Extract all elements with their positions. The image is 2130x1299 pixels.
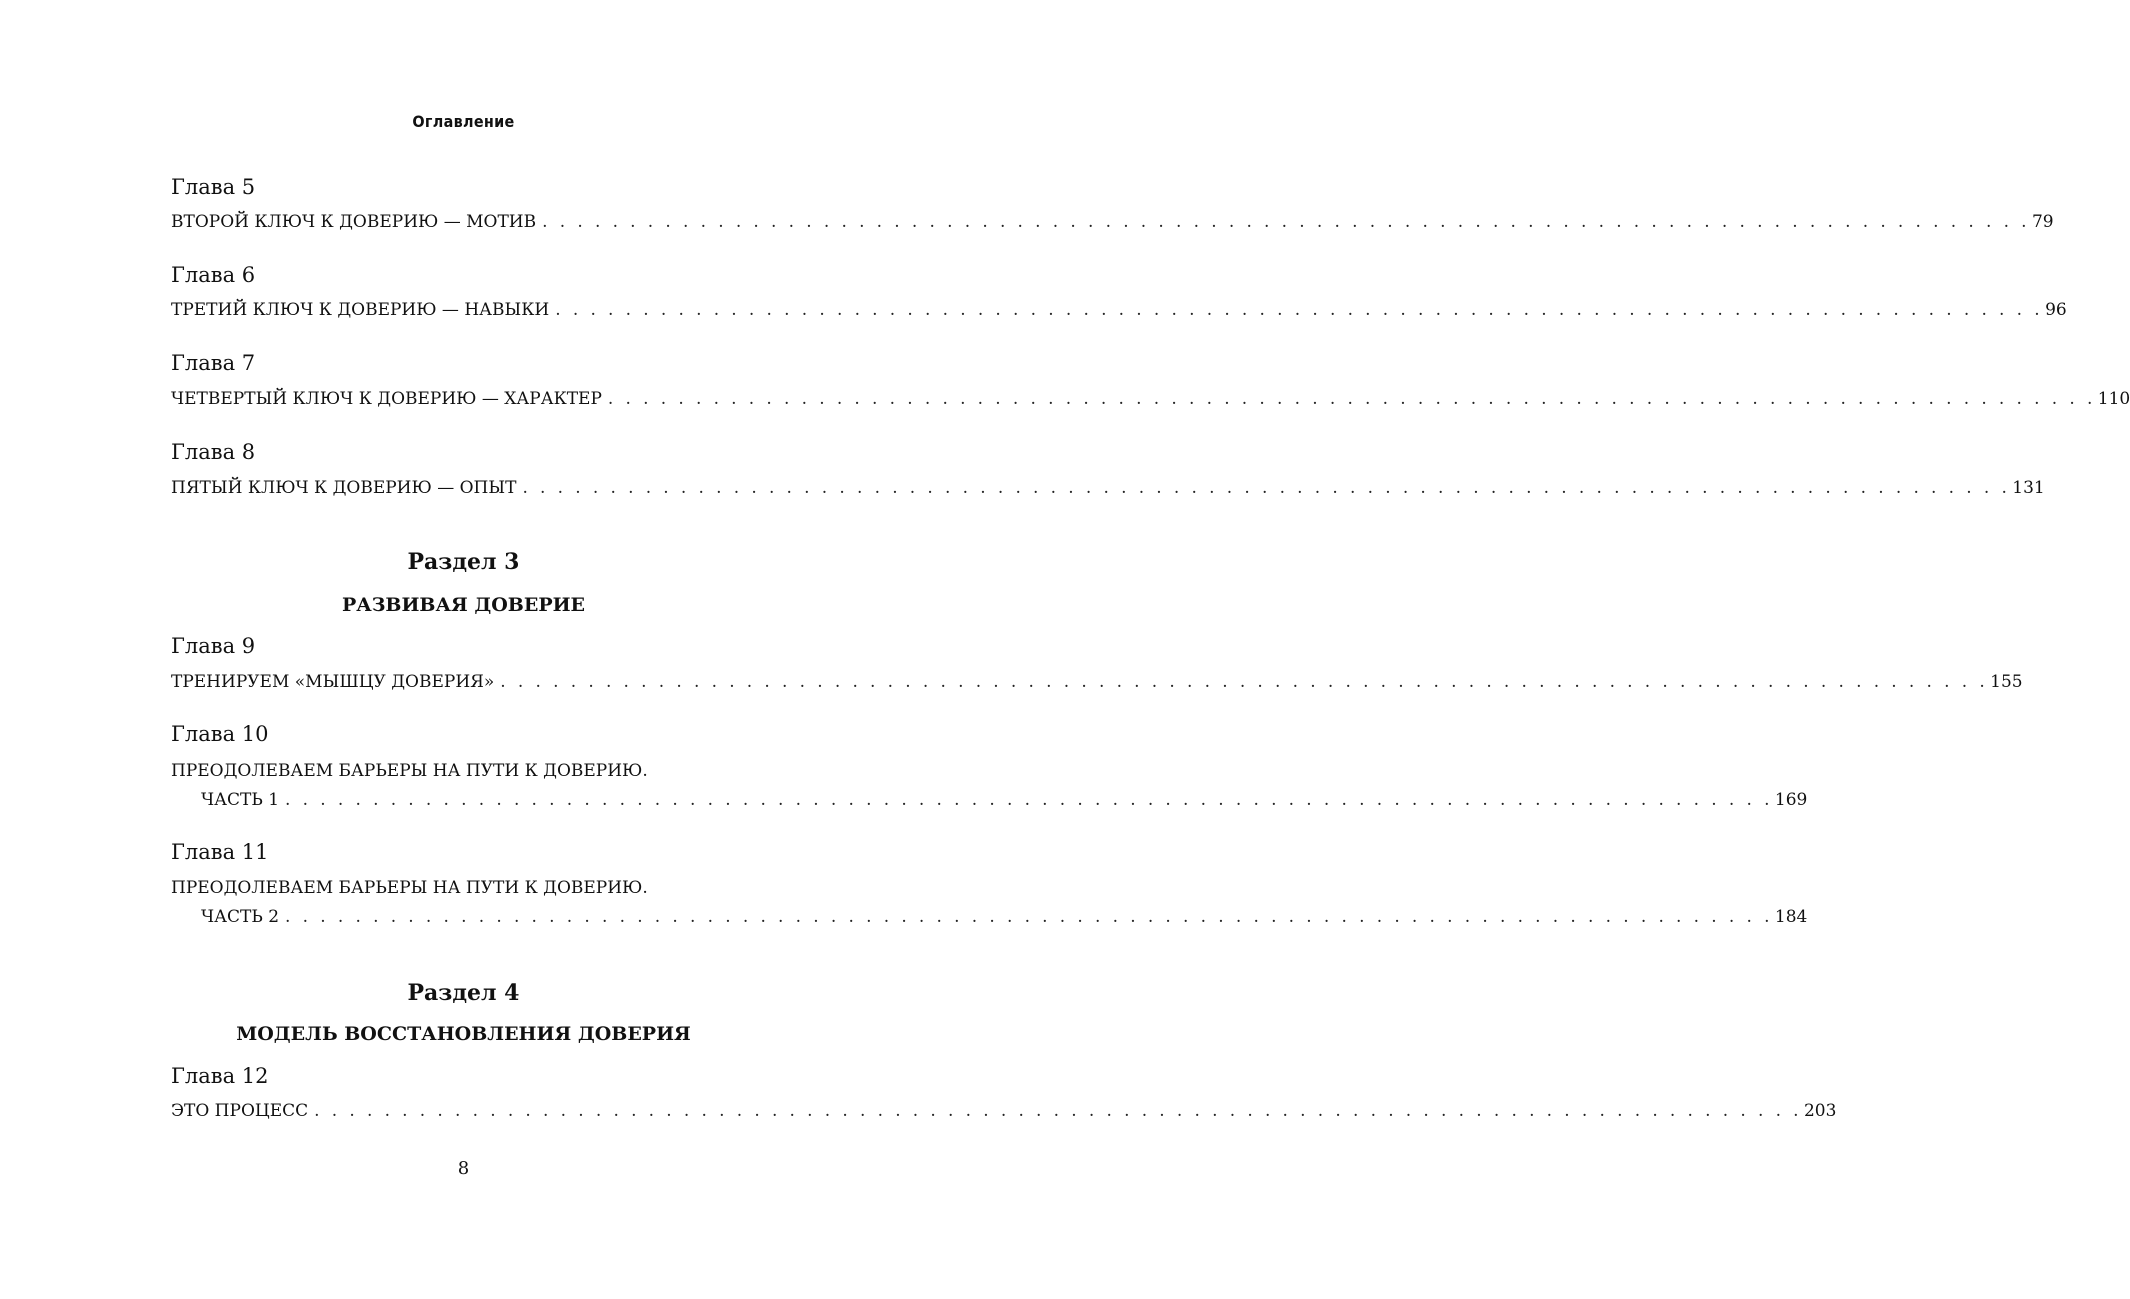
toc-entry-chapter-8[interactable] [171,476,2045,500]
toc-entry-chapter-11[interactable] [201,905,1808,929]
dot-leader: . . . . . . . . . . . . . . . . . . . . . . . . . . . . . . . . . . . . . . . . . . . . . . . . . . . . . . . . . . . . . . . . . . . . . . . . . . . . . . . . . . . . . [607,389,2096,409]
chapter-10-page: 169 [1774,790,1808,810]
chapter-10-label: Глава 10 [171,722,269,746]
running-head: Оглавление [412,112,515,131]
toc-entry-chapter-5[interactable] [171,210,2054,234]
chapter-11-title-line1: ПРЕОДОЛЕВАЕМ БАРЬЕРЫ НА ПУТИ К ДОВЕРИЮ. [171,878,648,898]
chapter-7-label: Глава 7 [171,351,256,375]
chapter-9-title: ТРЕНИРУЕМ «МЫШЦУ ДОВЕРИЯ» [171,672,495,692]
chapter-8-page: 131 [2012,478,2045,498]
chapter-6-label: Глава 6 [171,263,256,287]
chapter-5-label: Глава 5 [171,175,256,199]
chapter-6-page: 96 [2045,300,2067,320]
chapter-11-title-line2: ЧАСТЬ 2 [201,907,280,927]
dot-leader: . . . . . . . . . . . . . . . . . . . . . . . . . . . . . . . . . . . . . . . . . . . . . . . . . . . . . . . . . . . . . . . . . . . . . . . . . . . . . . . . . . . . . [314,1101,1802,1121]
chapter-12-label: Глава 12 [171,1064,269,1088]
chapter-8-title: ПЯТЫЙ КЛЮЧ К ДОВЕРИЮ — ОПЫТ [171,478,517,498]
toc-entry-chapter-6[interactable] [171,298,2067,322]
chapter-8-label: Глава 8 [171,440,256,464]
dot-leader: . . . . . . . . . . . . . . . . . . . . . . . . . . . . . . . . . . . . . . . . . . . . . . . . . . . . . . . . . . . . . . . . . . . . . . . . . . . . . . . . . . . . . [285,907,1773,927]
chapter-11-label: Глава 11 [171,840,269,864]
chapter-5-page: 79 [2031,212,2054,232]
dot-leader: . . . . . . . . . . . . . . . . . . . . . . . . . . . . . . . . . . . . . . . . . . . . . . . . . . . . . . . . . . . . . . . . . . . . . . . . . . . . . . . . . . . . . [500,672,1989,692]
section-3-title: РАЗВИВАЯ ДОВЕРИЕ [341,594,586,616]
toc-entry-chapter-9[interactable] [171,670,2023,694]
section-3-number: Раздел 3 [407,549,520,575]
chapter-7-title: ЧЕТВЕРТЫЙ КЛЮЧ К ДОВЕРИЮ — ХАРАКТЕР [171,389,602,409]
chapter-6-title: ТРЕТИЙ КЛЮЧ К ДОВЕРИЮ — НАВЫКИ [171,300,550,320]
dot-leader: . . . . . . . . . . . . . . . . . . . . . . . . . . . . . . . . . . . . . . . . . . . . . . . . . . . . . . . . . . . . . . . . . . . . . . . . . . . . . . . . . . . . . [285,790,1773,810]
toc-entry-chapter-12[interactable] [171,1099,1837,1123]
toc-entry-chapter-7[interactable] [171,387,2130,411]
chapter-10-title-line2: ЧАСТЬ 1 [201,790,280,810]
toc-entry-chapter-10[interactable] [201,788,1808,812]
chapter-11-page: 184 [1774,907,1808,927]
chapter-9-page: 155 [1990,672,2023,692]
chapter-12-page: 203 [1803,1101,1837,1121]
dot-leader: . . . . . . . . . . . . . . . . . . . . . . . . . . . . . . . . . . . . . . . . . . . . . . . . . . . . . . . . . . . . . . . . . . . . . . . . . . . . . . . . . . . . . [555,300,2044,320]
chapter-7-page: 110 [2097,389,2130,409]
section-4-title: МОДЕЛЬ ВОССТАНОВЛЕНИЯ ДОВЕРИЯ [236,1023,691,1045]
section-4-number: Раздел 4 [407,980,520,1006]
chapter-5-title: ВТОРОЙ КЛЮЧ К ДОВЕРИЮ — МОТИВ [171,212,537,232]
chapter-9-label: Глава 9 [171,634,256,658]
dot-leader: . . . . . . . . . . . . . . . . . . . . . . . . . . . . . . . . . . . . . . . . . . . . . . . . . . . . . . . . . . . . . . . . . . . . . . . . . . . . . . . . . . . . . [522,478,2011,498]
page-number: 8 [457,1158,470,1179]
chapter-12-title: ЭТО ПРОЦЕСС [171,1101,309,1121]
chapter-10-title-line1: ПРЕОДОЛЕВАЕМ БАРЬЕРЫ НА ПУТИ К ДОВЕРИЮ. [171,761,648,781]
dot-leader: . . . . . . . . . . . . . . . . . . . . . . . . . . . . . . . . . . . . . . . . . . . . . . . . . . . . . . . . . . . . . . . . . . . . . . . . . . . . . . . . . . . . . [542,212,2030,232]
